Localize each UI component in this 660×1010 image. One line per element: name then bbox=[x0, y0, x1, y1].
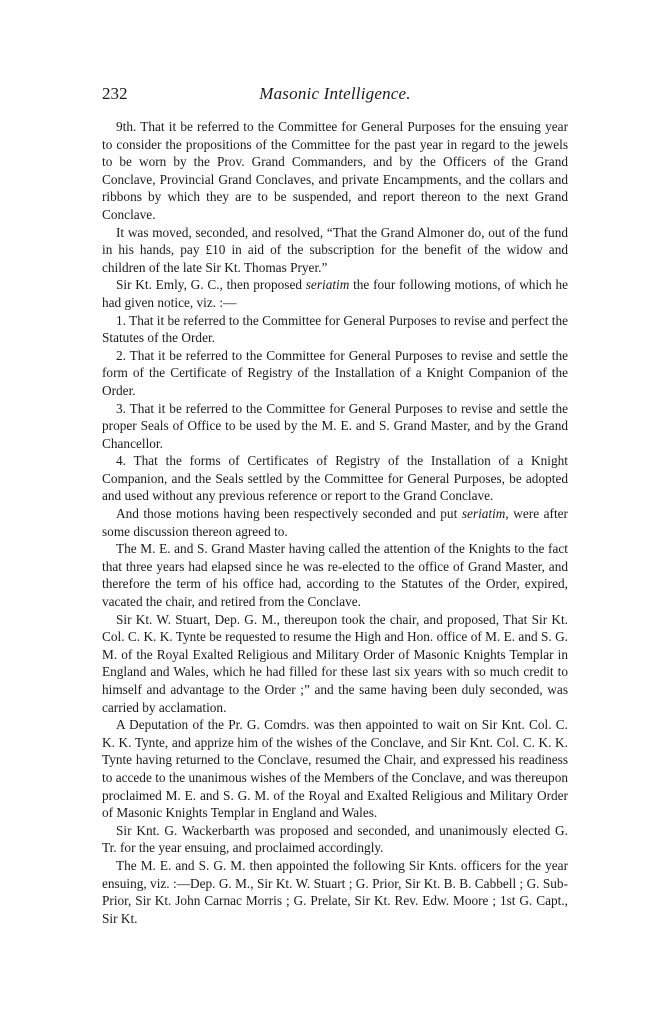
paragraph: It was moved, seconded, and resolved, “That the Grand Almoner do, out of the fund in his hands, pay £10 in aid of the subscription for the benefit of the widow and children of the late Sir Kt. Thomas Pryer.” bbox=[102, 224, 568, 275]
paragraph: Sir Knt. G. Wackerbarth was proposed and seconded, and unanimously elected G. Tr. for the year ensuing, and proclaimed accordingly. bbox=[102, 822, 568, 856]
page-number: 232 bbox=[102, 84, 128, 103]
paragraph: 2. That it be referred to the Committee for General Purposes to revise and settle the form of the Certificate of Registry of the Installation of a Knight Companion of the Order. bbox=[102, 347, 568, 398]
paragraph: 9th. That it be referred to the Committee for General Purposes for the ensuing year to consider the propositions of the Committee for the past year in regard to the jewels to be worn by the Prov. Grand Commanders, and by the Officers of the Grand Conclave, Provincial Grand Conclaves, and private Encampments, and the collars and ribbons by which they are to be suspended, and report thereon to the next Grand Conclave. bbox=[102, 119, 568, 222]
paragraph: 1. That it be referred to the Committee for General Purposes to revise and perfect the Statutes of the Order. bbox=[102, 312, 568, 346]
paragraph-text: , were after some discussion thereon agreed to. bbox=[102, 506, 568, 539]
paragraph bbox=[102, 276, 568, 311]
paragraph-text: the four following motions, of which he had given notice, viz. :— bbox=[102, 277, 568, 310]
page-header bbox=[102, 84, 568, 112]
body-text bbox=[102, 118, 568, 927]
paragraph-text: And those motions having been respectively seconded and put bbox=[116, 506, 462, 522]
paragraph: A Deputation of the Pr. G. Comdrs. was then appointed to wait on Sir Knt. Col. C. K. K. Tynte, and apprize him of the wishes of the Conclave, and Sir Knt. Col. C. K. K. Tynte having returned to the Conclave, resumed the Chair, and expressed his readiness to accede to the unanimous wishes of the Members of the Conclave, and was thereupon proclaimed M. E. and S. G. M. of the Royal and Exalted Religious and Military Order of Masonic Knights Templar in England and Wales. bbox=[102, 717, 568, 821]
italic-term: seriatim bbox=[461, 506, 506, 522]
paragraph-text: Sir Kt. Emly, G. C., then proposed bbox=[116, 277, 306, 293]
italic-term: seriatim bbox=[305, 277, 350, 293]
paragraph: 4. That the forms of Certificates of Registry of the Installation of a Knight Companion, and the Seals settled by the Committee for General Purposes, be adopted and used without any previous reference or report to the Grand Conclave. bbox=[102, 453, 568, 504]
paragraph bbox=[102, 505, 568, 540]
paragraph: Sir Kt. W. Stuart, Dep. G. M., thereupon took the chair, and proposed, That Sir Kt. Col. C. K. K. Tynte be requested to resume the High and Hon. office of M. E. and S. G. M. of the Royal Exalted Religious and Military Order of Masonic Knights Templar in England and Wales, which he had filled for these last six years with so much credit to himself and advantage to the Order ;” and the same having been duly seconded, was carried by acclamation. bbox=[102, 611, 568, 715]
paragraph: 3. That it be referred to the Committee for General Purposes to revise and settle the proper Seals of Office to be used by the M. E. and S. Grand Master, and by the Grand Chancellor. bbox=[102, 400, 568, 451]
paragraph: The M. E. and S. G. M. then appointed the following Sir Knts. officers for the year ensuing, viz. :—Dep. G. M., Sir Kt. W. Stuart ; G. Prior, Sir Kt. B. B. Cabbell ; G. Sub-Prior, Sir Kt. John Carnac Morris ; G. Prelate, Sir Kt. Rev. Edw. Moore ; 1st G. Capt., Sir Kt. bbox=[102, 857, 568, 926]
paragraph: The M. E. and S. Grand Master having called the attention of the Knights to the fact that three years had elapsed since he was re-elected to the office of Grand Master, and therefore the term of his office had, according to the Statutes of the Order, expired, vacated the chair, and retired from the Conclave. bbox=[102, 541, 568, 610]
running-title: Masonic Intelligence. bbox=[259, 84, 411, 103]
